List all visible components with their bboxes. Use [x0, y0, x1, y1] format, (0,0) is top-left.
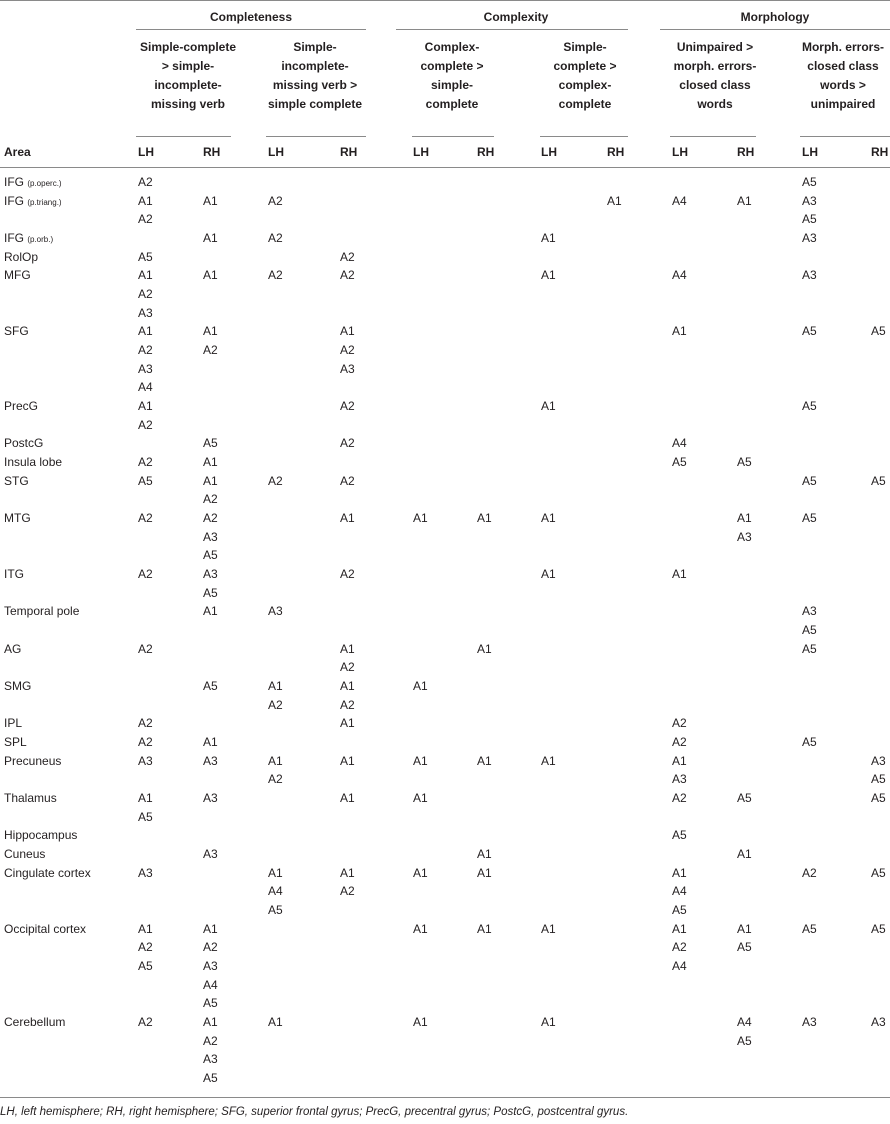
table-cell-value: A1 [268, 679, 283, 694]
lh-column-header: LH [802, 145, 818, 159]
contrast-4-header: Simple-complete > complex-complete [553, 40, 617, 111]
table-cell-value: A1 [340, 679, 355, 694]
area-name: AG [4, 641, 22, 656]
table-footnote: LH, left hemisphere; RH, right hemisphere; SFG, superior frontal gyrus; PrecG, precentral gyrus; PostcG, postcentral gyrus. [0, 1106, 629, 1118]
contrast-2-rule [266, 136, 366, 137]
table-cell-value: A3 [203, 847, 218, 862]
table-cell-value: A1 [607, 193, 622, 208]
table-cell-value: A2 [340, 660, 355, 675]
table-cell-value: A5 [737, 940, 752, 955]
table-cell-value: A2 [203, 343, 218, 358]
area-name: IPL [4, 716, 23, 731]
lh-column-header: LH [413, 145, 429, 159]
table-cell-value: A1 [268, 865, 283, 880]
table-cell-value: A4 [672, 193, 687, 208]
rh-column-header: RH [871, 145, 889, 159]
table-cell-value: A5 [871, 324, 886, 339]
area-label [4, 847, 45, 861]
table-cell-value: A1 [413, 865, 428, 880]
table-cell-value: A4 [737, 1015, 752, 1030]
contrast-6-rule [800, 136, 890, 137]
table-cell-value: A2 [340, 436, 355, 451]
area-label [4, 567, 24, 581]
table-cell-value: A1 [203, 1015, 218, 1030]
table-cell-value: A3 [802, 193, 817, 208]
table-cell-value: A5 [802, 511, 817, 526]
table-cell-value: A5 [203, 996, 218, 1011]
lh-column-header: LH [138, 145, 154, 159]
table-cell-value: A4 [672, 884, 687, 899]
area-name: MTG [4, 511, 31, 526]
table-cell-value: A5 [871, 791, 886, 806]
area-label [4, 922, 86, 936]
area-name: Hippocampus [4, 828, 78, 843]
table-cell-value: A1 [477, 921, 492, 936]
area-name: SPL [4, 735, 27, 750]
table-cell-value: A1 [138, 193, 153, 208]
table-cell-value: A5 [138, 959, 153, 974]
table-cell-value: A5 [138, 473, 153, 488]
table-cell-value: A2 [138, 641, 153, 656]
table-cell-value: A3 [138, 865, 153, 880]
table-cell-value: A1 [477, 865, 492, 880]
table-cell-value: A1 [340, 791, 355, 806]
area-name: Precuneus [4, 753, 62, 768]
table-cell-value: A1 [541, 753, 556, 768]
table-cell-value: A1 [138, 791, 153, 806]
table-cell-value: A3 [203, 753, 218, 768]
table-cell-value: A3 [802, 231, 817, 245]
table-cell-value: A3 [340, 361, 355, 376]
table-cell-value: A3 [871, 753, 886, 768]
rh-column-header: RH [203, 145, 221, 159]
table-cell-value: A2 [340, 884, 355, 899]
area-name: Cerebellum [4, 1015, 66, 1030]
lh-column-header: LH [541, 145, 557, 159]
area-label [4, 604, 79, 618]
table-cell-value: A5 [871, 921, 886, 936]
table-cell-value: A5 [871, 772, 886, 787]
group-rule-complexity [396, 29, 628, 30]
table-cell-value: A2 [138, 455, 153, 470]
table-cell-value: A3 [203, 959, 218, 974]
table-cell-value: A5 [737, 455, 752, 470]
area-label [4, 175, 62, 189]
table-cell-value: A1 [138, 921, 153, 936]
table-cell-value: A5 [203, 679, 218, 694]
table-cell-value: A1 [477, 847, 492, 862]
area-label [4, 642, 21, 656]
table-cell-value: A1 [541, 399, 556, 414]
area-name: SFG [4, 324, 29, 339]
table-cell-value: A1 [737, 847, 752, 862]
table-cell-value: A5 [802, 473, 817, 488]
table-cell-value: A4 [672, 959, 687, 974]
table-cell-value: A2 [138, 212, 153, 227]
table-cell-value: A1 [203, 604, 218, 619]
table-cell-value: A1 [737, 193, 752, 208]
table-cell-value: A2 [340, 567, 355, 582]
table-cell-value: A1 [672, 753, 687, 768]
table-cell-value: A2 [268, 231, 283, 245]
table-cell-value: A1 [477, 753, 492, 768]
table-cell-value: A5 [672, 455, 687, 470]
contrast-3-header: Complex-complete > simple-complete [420, 40, 484, 111]
table-cell-value: A3 [802, 604, 817, 619]
area-label [4, 716, 22, 730]
area-label [4, 679, 31, 693]
table-cell-value: A3 [203, 529, 218, 544]
table-cell-value: A2 [340, 249, 355, 264]
table-cell-value: A5 [802, 175, 817, 189]
table-cell-value: A1 [413, 921, 428, 936]
table-cell-value: A3 [138, 305, 153, 320]
contrast-5-rule [670, 136, 756, 137]
table-cell-value: A1 [477, 641, 492, 656]
top-rule [0, 0, 890, 1]
area-subregion: (p.orb.) [27, 235, 54, 244]
table-cell-value: A1 [340, 324, 355, 339]
area-label [4, 866, 91, 880]
table-cell-value: A1 [541, 921, 556, 936]
table-cell-value: A5 [268, 903, 283, 918]
table-cell-value: A3 [138, 361, 153, 376]
table-cell-value: A1 [672, 921, 687, 936]
table-cell-value: A2 [138, 175, 153, 189]
contrast-2-header: Simple-incomplete-missing verb > simple complete [267, 40, 363, 111]
table-cell-value: A4 [672, 268, 687, 283]
table-cell-value: A1 [203, 193, 218, 208]
contrast-1-rule [136, 136, 231, 137]
area-name: IFG [4, 193, 24, 208]
area-subregion: (p.operc.) [27, 179, 62, 188]
table-cell-value: A2 [340, 268, 355, 283]
table-cell-value: A3 [138, 753, 153, 768]
table-cell-value: A2 [138, 567, 153, 582]
area-name: Cingulate cortex [4, 865, 91, 880]
table-cell-value: A3 [871, 1015, 886, 1030]
group-rule-morphology [660, 29, 890, 30]
table-cell-value: A3 [268, 604, 283, 619]
area-name: IFG [4, 231, 24, 245]
table-cell-value: A2 [203, 511, 218, 526]
area-name: ITG [4, 567, 24, 582]
table-cell-value: A1 [138, 268, 153, 283]
table-cell-value: A1 [203, 268, 218, 283]
area-name: RolOp [4, 249, 39, 264]
table-cell-value: A1 [340, 716, 355, 731]
table-cell-value: A5 [737, 1033, 752, 1048]
table-cell-value: A1 [541, 268, 556, 283]
rh-column-header: RH [737, 145, 755, 159]
area-name: Thalamus [4, 791, 57, 806]
table-cell-value: A3 [203, 1052, 218, 1067]
area-label [4, 828, 77, 842]
header-rule [0, 167, 890, 168]
area-name: MFG [4, 268, 31, 283]
table-cell-value: A1 [340, 753, 355, 768]
table-cell-value: A2 [340, 343, 355, 358]
table-cell-value: A1 [541, 1015, 556, 1030]
table-cell-value: A5 [802, 735, 817, 750]
table-cell-value: A5 [672, 828, 687, 843]
table-cell-value: A2 [138, 1015, 153, 1030]
area-label [4, 324, 29, 338]
table-cell-value: A2 [340, 473, 355, 488]
lh-column-header: LH [268, 145, 284, 159]
table-cell-value: A1 [203, 324, 218, 339]
table-cell-value: A1 [541, 567, 556, 582]
rh-column-header: RH [607, 145, 625, 159]
table-cell-value: A5 [203, 585, 218, 600]
table-cell-value: A1 [413, 791, 428, 806]
table-cell-value: A2 [138, 940, 153, 955]
table-cell-value: A3 [737, 529, 752, 544]
table-cell-value: A5 [138, 249, 153, 264]
table-cell-value: A1 [203, 735, 218, 750]
area-label [4, 735, 27, 749]
group-rule-completeness [136, 29, 366, 30]
table-cell-value: A1 [541, 231, 556, 245]
area-name: Insula lobe [4, 455, 63, 470]
table-cell-value: A1 [203, 455, 218, 470]
table-cell-value: A1 [477, 511, 492, 526]
area-label [4, 791, 57, 805]
table-cell-value: A1 [268, 753, 283, 768]
table-cell-value: A2 [138, 511, 153, 526]
table-cell-value: A4 [203, 977, 218, 992]
table-cell-value: A1 [203, 231, 218, 245]
table-cell-value: A2 [268, 697, 283, 712]
table-cell-value: A1 [413, 753, 428, 768]
table-cell-value: A2 [203, 492, 218, 507]
area-label [4, 1015, 65, 1029]
table-cell-value: A1 [203, 921, 218, 936]
group-complexity: Complexity [483, 10, 549, 24]
table-cell-value: A1 [737, 921, 752, 936]
table-cell-value: A2 [672, 940, 687, 955]
table-cell-value: A5 [871, 865, 886, 880]
table-cell-value: A2 [203, 940, 218, 955]
table-cell-value: A1 [203, 473, 218, 488]
table-cell-value: A5 [802, 921, 817, 936]
area-name: Cuneus [4, 847, 46, 862]
table-cell-value: A2 [138, 343, 153, 358]
table-cell-value: A4 [138, 380, 153, 395]
bottom-rule [0, 1097, 890, 1098]
area-label [4, 455, 62, 469]
table-cell-value: A1 [413, 1015, 428, 1030]
table-cell-value: A5 [203, 548, 218, 563]
table-cell-value: A5 [672, 903, 687, 918]
table-cell-value: A2 [672, 716, 687, 731]
group-completeness: Completeness [209, 10, 293, 24]
table-cell-value: A2 [802, 865, 817, 880]
area-name: STG [4, 473, 29, 488]
table-cell-value: A1 [413, 511, 428, 526]
table-cell-value: A1 [138, 399, 153, 414]
rh-column-header: RH [477, 145, 495, 159]
table-cell-value: A3 [203, 567, 218, 582]
area-label [4, 399, 38, 413]
table-cell-value: A2 [268, 473, 283, 488]
table-cell-value: A5 [802, 641, 817, 656]
area-name: PrecG [4, 399, 39, 414]
table-cell-value: A5 [802, 212, 817, 227]
table-cell-value: A2 [138, 417, 153, 432]
table-cell-value: A3 [802, 268, 817, 283]
table-cell-value: A2 [138, 716, 153, 731]
lh-column-header: LH [672, 145, 688, 159]
area-column-header: Area [4, 145, 31, 159]
contrast-4-rule [540, 136, 628, 137]
rh-column-header: RH [340, 145, 358, 159]
contrast-1-header: Simple-complete > simple-incomplete-missing verb [139, 40, 237, 111]
table-cell-value: A5 [802, 324, 817, 339]
table-cell-value: A2 [138, 287, 153, 302]
table-cell-value: A3 [802, 1015, 817, 1030]
area-label [4, 474, 29, 488]
table-cell-value: A5 [203, 436, 218, 451]
table-cell-value: A1 [672, 567, 687, 582]
area-name: PostcG [4, 436, 44, 451]
area-label [4, 436, 43, 450]
area-name: Occipital cortex [4, 921, 87, 936]
table-cell-value: A3 [672, 772, 687, 787]
area-label [4, 250, 38, 264]
table-cell-value: A5 [737, 791, 752, 806]
table-cell-value: A4 [672, 436, 687, 451]
table-cell-value: A5 [871, 473, 886, 488]
table-cell-value: A2 [268, 193, 283, 208]
table-cell-value: A1 [541, 511, 556, 526]
table-cell-value: A5 [138, 809, 153, 824]
table-cell-value: A1 [138, 324, 153, 339]
table-cell-value: A3 [203, 791, 218, 806]
table-cell-value: A2 [268, 268, 283, 283]
area-name: IFG [4, 175, 24, 189]
area-label [4, 268, 31, 282]
table-cell-value: A1 [268, 1015, 283, 1030]
table-cell-value: A1 [672, 324, 687, 339]
area-name: SMG [4, 679, 32, 694]
table-cell-value: A2 [340, 399, 355, 414]
area-label [4, 754, 61, 768]
table-cell-value: A2 [340, 697, 355, 712]
table-cell-value: A1 [340, 511, 355, 526]
area-subregion: (p.triang.) [27, 197, 62, 207]
table-cell-value: A1 [672, 865, 687, 880]
contrast-3-rule [412, 136, 494, 137]
table-cell-value: A5 [203, 1071, 218, 1086]
table-cell-value: A2 [672, 791, 687, 806]
contrast-6-header: Morph. errors-closed class words > unimpaired [801, 40, 884, 111]
table-cell-value: A2 [672, 735, 687, 750]
table-cell-value: A1 [413, 679, 428, 694]
table-cell-value: A2 [268, 772, 283, 787]
area-label [4, 194, 62, 208]
area-name: Temporal pole [4, 604, 80, 619]
contrast-5-header: Unimpaired > morph. errors-closed class words [673, 40, 757, 111]
group-morphology: Morphology [740, 10, 810, 24]
area-label [4, 511, 31, 525]
table-cell-value: A2 [203, 1033, 218, 1048]
table-cell-value: A1 [340, 641, 355, 656]
table-cell-value: A5 [802, 399, 817, 414]
table-cell-value: A1 [737, 511, 752, 526]
area-label [4, 231, 53, 245]
table-cell-value: A2 [138, 735, 153, 750]
table-cell-value: A5 [802, 623, 817, 638]
table-cell-value: A4 [268, 884, 283, 899]
table-cell-value: A1 [340, 865, 355, 880]
